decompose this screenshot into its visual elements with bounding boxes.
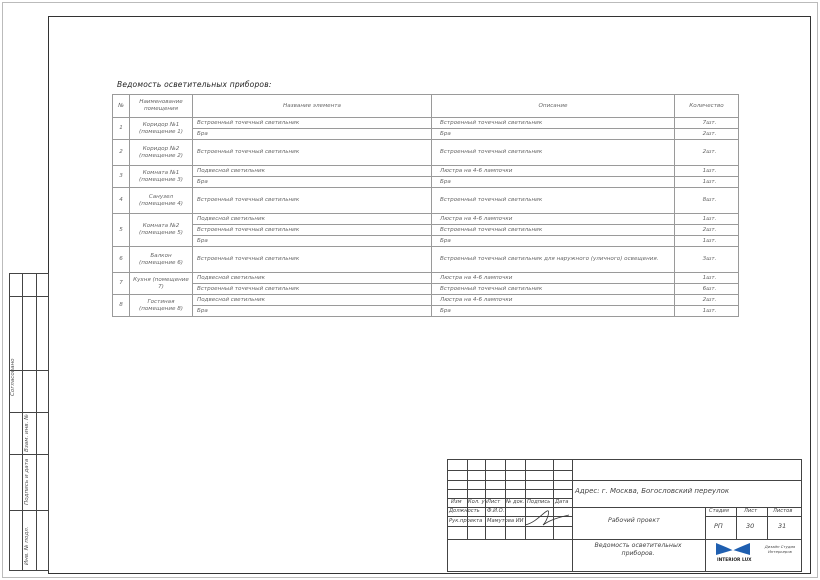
document-title: Ведомость осветительных приборов: <box>117 80 272 89</box>
stamp-divider <box>36 274 37 570</box>
document-name: Ведомость осветительных приборов. <box>594 542 682 557</box>
table-row <box>113 236 739 247</box>
table-row <box>113 284 739 295</box>
stage-value: РП <box>714 522 723 530</box>
description-cell: Бра <box>432 177 675 188</box>
table-row <box>113 247 739 273</box>
row-number: 6 <box>113 247 130 273</box>
header-quantity: Количество <box>675 95 739 118</box>
row-number: 2 <box>113 140 130 166</box>
header-name: Название элемента <box>193 95 432 118</box>
description-cell: Люстра на 4-6 лампочки <box>432 295 675 306</box>
quantity-cell: 2шт. <box>675 295 739 306</box>
element-name-cell: Бра <box>193 236 432 247</box>
table-row <box>113 225 739 236</box>
element-name-cell: Встроенный точечный светильник <box>193 188 432 214</box>
description-cell: Бра <box>432 236 675 247</box>
sheet-value: 30 <box>746 522 755 530</box>
stamp-divider <box>22 274 23 570</box>
description-cell: Встроенный точечный светильник <box>432 284 675 295</box>
quantity-cell: 1шт. <box>675 166 739 177</box>
table-row <box>113 140 739 166</box>
element-name-cell: Подвесной светильник <box>193 214 432 225</box>
sheets-value: 31 <box>778 522 787 530</box>
quantity-cell: 8шт. <box>675 188 739 214</box>
col-doc-number: № док. <box>506 499 525 505</box>
quantity-cell: 1шт. <box>675 177 739 188</box>
row-number: 8 <box>113 295 130 317</box>
stamp-divider <box>10 454 48 455</box>
description-cell: Бра <box>432 129 675 140</box>
sheet-label: Лист <box>744 508 758 514</box>
position-label: Должность <box>449 508 480 514</box>
table-row <box>113 273 739 284</box>
agreed-label: Согласовано <box>10 358 16 396</box>
table-row <box>113 295 739 306</box>
quantity-cell: 1шт. <box>675 306 739 317</box>
studio-text: Дизайн Студия Интерьеров <box>764 544 796 554</box>
description-cell: Люстра на 4-6 лампочки <box>432 214 675 225</box>
room-cell: Коридор №1 (помещение 1) <box>130 118 193 140</box>
element-name-cell: Бра <box>193 129 432 140</box>
element-name-cell: Подвесной светильник <box>193 166 432 177</box>
row-number: 5 <box>113 214 130 247</box>
quantity-cell: 2шт. <box>675 129 739 140</box>
description-cell: Встроенный точечный светильник <box>432 188 675 214</box>
element-name-cell: Подвесной светильник <box>193 273 432 284</box>
table-row <box>113 118 739 129</box>
project-address: Адрес: г. Москва, Богословский переулок <box>575 487 730 495</box>
col-list: Лист <box>487 499 501 505</box>
room-cell: Санузел (помещение 4) <box>130 188 193 214</box>
quantity-cell: 2шт. <box>675 140 739 166</box>
stamp-divider <box>10 510 48 511</box>
signature-date-label: Подпись и дата <box>24 458 30 505</box>
description-cell: Встроенный точечный светильник <box>432 225 675 236</box>
description-cell: Встроенный точечный светильник для наружного (уличного) освещения. <box>432 247 675 273</box>
row-number: 7 <box>113 273 130 295</box>
quantity-cell: 1шт. <box>675 236 739 247</box>
element-name-cell: Подвесной светильник <box>193 295 432 306</box>
quantity-cell: 1шт. <box>675 214 739 225</box>
room-cell: Гостиная (помещение 8) <box>130 295 193 317</box>
quantity-cell: 6шт. <box>675 284 739 295</box>
fio-label: Ф.И.О. <box>487 508 505 514</box>
room-cell: Кухня (помещение 7) <box>130 273 193 295</box>
table-row <box>113 188 739 214</box>
header-no: № <box>113 95 130 118</box>
sheets-label: Листов <box>773 508 793 514</box>
element-name-cell: Встроенный точечный светильник <box>193 118 432 129</box>
element-name-cell: Бра <box>193 306 432 317</box>
original-inventory-label: Инв. № подл. <box>24 526 30 565</box>
row-number: 4 <box>113 188 130 214</box>
description-cell: Люстра на 4-6 лампочки <box>432 273 675 284</box>
signature-mark <box>521 507 573 529</box>
table-row <box>113 166 739 177</box>
room-cell: Комната №1 (помещение 3) <box>130 166 193 188</box>
stage-label: Стадия <box>709 508 729 514</box>
col-izm: Изм <box>451 499 462 505</box>
room-cell: Комната №2 (помещение 5) <box>130 214 193 247</box>
quantity-cell: 2шт. <box>675 225 739 236</box>
table-row <box>113 306 739 317</box>
project-type: Рабочий проект <box>608 517 660 524</box>
title-block <box>447 459 802 572</box>
quantity-cell: 7шт. <box>675 118 739 129</box>
col-kol-uch: Кол. уч <box>468 499 488 505</box>
logo-text: INTERIOR LUX <box>717 558 752 563</box>
element-name-cell: Встроенный точечный светильник <box>193 225 432 236</box>
role-text: Рук.проекта <box>449 518 483 524</box>
description-cell: Встроенный точечный светильник <box>432 140 675 166</box>
table-row <box>113 177 739 188</box>
table-row <box>113 129 739 140</box>
person-name: Мамутова ИИ <box>487 518 524 524</box>
quantity-cell: 1шт. <box>675 273 739 284</box>
interior-lux-logo-icon <box>715 541 751 557</box>
col-date: Дата <box>555 499 569 505</box>
row-number: 3 <box>113 166 130 188</box>
replaced-inventory-label: Взам. инв. № <box>24 414 30 452</box>
element-name-cell: Встроенный точечный светильник <box>193 140 432 166</box>
lighting-spec-table <box>112 94 739 317</box>
header-room: Наименование помещения <box>130 95 193 118</box>
description-cell: Встроенный точечный светильник <box>432 118 675 129</box>
description-cell: Бра <box>432 306 675 317</box>
description-cell: Люстра на 4-6 лампочки <box>432 166 675 177</box>
row-number: 1 <box>113 118 130 140</box>
stamp-divider <box>10 412 48 413</box>
room-cell: Коридор №2 (помещение 2) <box>130 140 193 166</box>
room-cell: Балкон (помещение 6) <box>130 247 193 273</box>
table-row <box>113 214 739 225</box>
element-name-cell: Встроенный точечный светильник <box>193 284 432 295</box>
quantity-cell: 3шт. <box>675 247 739 273</box>
element-name-cell: Встроенный точечный светильник <box>193 247 432 273</box>
stamp-divider <box>10 296 48 297</box>
element-name-cell: Бра <box>193 177 432 188</box>
header-description: Описание <box>432 95 675 118</box>
col-signature: Подпись <box>527 499 551 505</box>
